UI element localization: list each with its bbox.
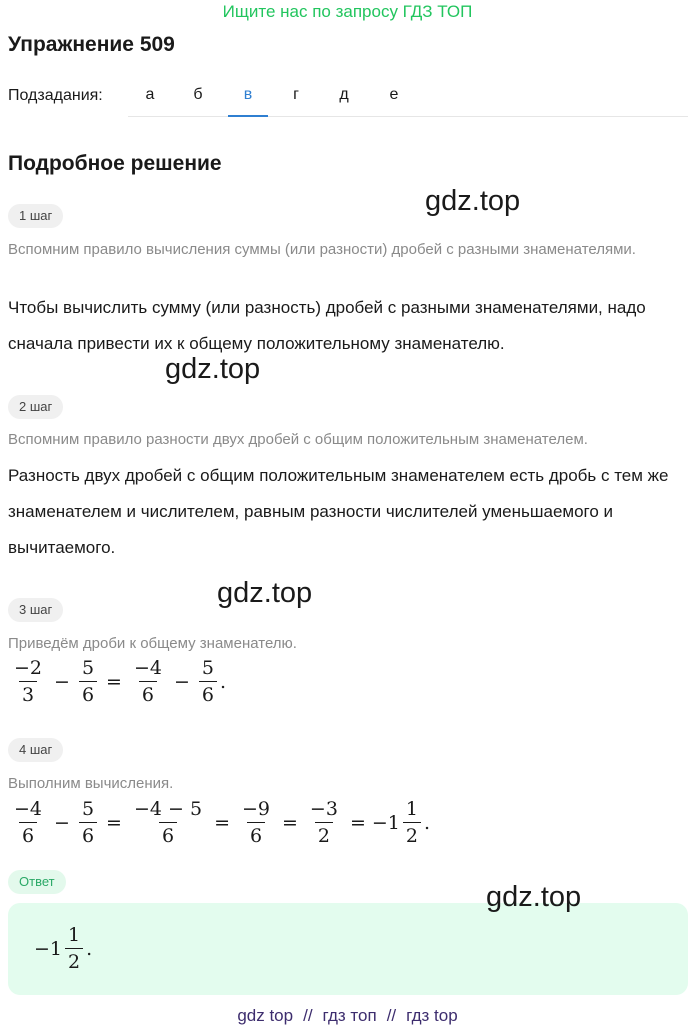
fraction: $\frac{1}{2}$ [65, 924, 83, 973]
step-4-badge: 4 шаг [8, 738, 63, 762]
fraction: $\frac{5}{6}$ [199, 657, 217, 706]
tab-d[interactable]: д [339, 86, 349, 103]
fraction: $\frac{5}{6}$ [79, 798, 97, 847]
tab-b[interactable]: б [193, 86, 203, 103]
footer-links: gdz top // гдз топ // гдз top [237, 1006, 458, 1025]
subtasks-label: Подзадания: [8, 87, 103, 104]
answer-badge: Ответ [8, 870, 66, 894]
fraction: $\frac{-2}{3}$ [14, 657, 43, 706]
footer-link[interactable]: гдз топ [322, 1006, 377, 1025]
watermark: gdz.top [165, 353, 261, 385]
fraction: $\frac{-9}{6}$ [241, 798, 270, 847]
search-banner: Ищите нас по запросу ГДЗ ТОП [222, 2, 473, 21]
fraction: $\frac{-4}{6}$ [133, 657, 162, 706]
fraction: $\frac{-4}{6}$ [14, 798, 43, 847]
watermark: gdz.top [486, 881, 582, 913]
footer-link[interactable]: гдз top [406, 1006, 458, 1025]
tab-a[interactable]: а [145, 86, 155, 103]
step-2-text: Разность двух дробей с общим положительным знаменателем есть дробь с тем же знаменателем и числителем, равным разности числителей уменьшаемого и вычитаемого. [8, 466, 669, 557]
answer-formula: −1 $\frac{1}{2}$ . [34, 924, 93, 973]
fraction: $\frac{-4 - 5}{6}$ [133, 798, 203, 847]
step-4-hint: Выполним вычисления. [8, 775, 174, 792]
tab-e[interactable]: е [389, 86, 399, 103]
step-2-hint: Вспомним правило разности двух дробей с общим положительным знаменателем. [8, 431, 588, 448]
step-1-hint: Вспомним правило вычисления суммы (или разности) дробей с разными знаменателями. [8, 241, 636, 258]
step-2-badge: 2 шаг [8, 395, 63, 419]
tab-v[interactable]: в [228, 86, 268, 117]
page-title: Упражнение 509 [8, 33, 175, 56]
solution-title: Подробное решение [8, 152, 222, 175]
step-3-hint: Приведём дроби к общему знаменателю. [8, 635, 297, 652]
step-3-badge: 3 шаг [8, 598, 63, 622]
fraction: $\frac{5}{6}$ [79, 657, 97, 706]
watermark: gdz.top [217, 577, 313, 609]
answer-box [8, 903, 688, 995]
watermark: gdz.top [425, 185, 521, 217]
step-1-badge: 1 шаг [8, 204, 63, 228]
step-1-text: Чтобы вычислить сумму (или разность) дробей с разными знаменателями, надо сначала привести их к общему положительному знаменателю. [8, 298, 646, 353]
fraction: $\frac{-3}{2}$ [309, 798, 338, 847]
fraction: $\frac{1}{2}$ [403, 798, 421, 847]
step-3-formula: $\frac{-2}{3}$ − $\frac{5}{6}$ = $\frac{-4}{6}$ − $\frac{5}{6}$ . [8, 657, 226, 706]
subtasks-tabs [128, 74, 688, 117]
step-4-formula: $\frac{-4}{6}$ − $\frac{5}{6}$ = $\frac{-4 - 5}{6}$ = $\frac{-9}{6}$ = $\frac{-3}{2}$ = −1 $\frac{1}{2}$ . [8, 798, 430, 847]
footer-link[interactable]: gdz top [237, 1006, 294, 1025]
tab-g[interactable]: г [293, 86, 299, 103]
